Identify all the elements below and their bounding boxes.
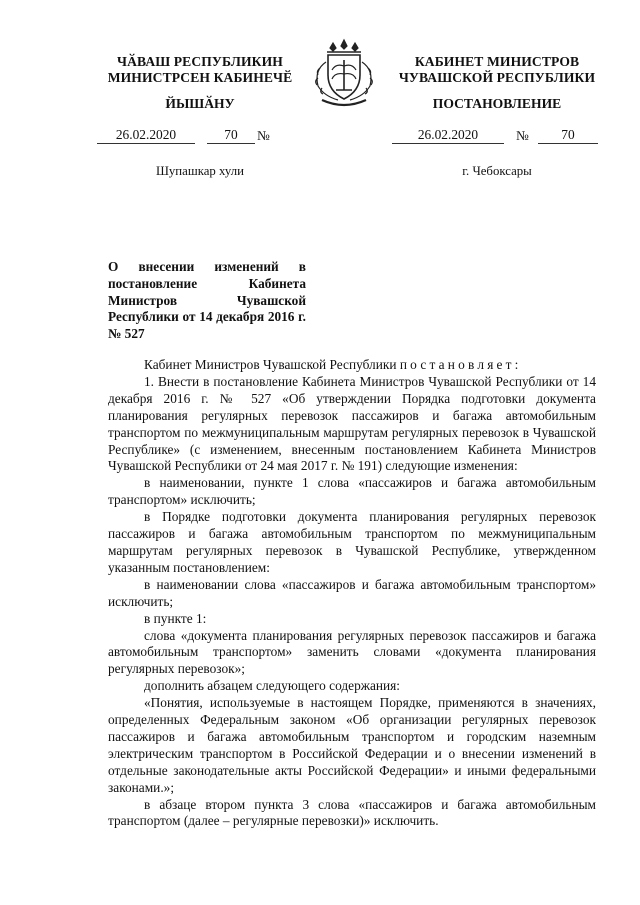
number-left: 70 <box>224 127 238 142</box>
intro-decree-word: постановляет: <box>399 357 522 372</box>
paragraph-8: «Понятия, используемые в настоящем Порядке, применяются в значениях, определенных Федеральным законом «Об организации регулярных перевозок пассажиров и багажа автомобильным транспортом и городским наземным электрическим транспортом в Российской Федерации и о внесении изменений в отдельные законодательные акты Российской Федерации» и иными федеральными законами.»; <box>108 695 596 795</box>
header-left-chuvash <box>95 54 305 86</box>
header-right-line1: КАБИНЕТ МИНИСТРОВ <box>414 54 580 69</box>
paragraph-7: дополнить абзацем следующего содержания: <box>144 678 401 694</box>
paragraph-2: в наименовании, пункте 1 слова «пассажиров и багажа автомобильным транспортом» исключить; <box>108 475 596 508</box>
date-field-left <box>97 129 195 144</box>
paragraph-3: в Порядке подготовки документа планирования регулярных перевозок пассажиров и багажа автомобильным транспортом по межмуниципальным маршрутам регулярных перевозок в Чувашской Республике, утвержденном указанным постановлением: <box>108 509 596 575</box>
paragraph-6: слова «документа планирования регулярных перевозок пассажиров и багажа автомобильным транспортом» заменить словами «документа планирования регулярных перевозок»; <box>108 627 596 677</box>
number-sign-right: № <box>516 128 529 143</box>
paragraph-1: 1. Внести в постановление Кабинета Министров Чувашской Республики от 14 декабря 2016 г. № 527 «Об утверждении Порядка подготовки документа планирования регулярных перевозок пассажиров и багажа автомобильным транспортом по межмуниципальным маршрутам регулярных перевозок в Чувашской Республике» (с изменением, внесенным постановлением Кабинета Министров Чувашской Республики от 24 мая 2017 г. № 191) следующие изменения: <box>108 373 596 474</box>
date-field-right <box>392 129 504 144</box>
intro-prefix: Кабинет Министров Чувашской Республики <box>144 357 400 372</box>
number-sign-left: № <box>257 128 270 143</box>
chuvash-coat-of-arms-icon <box>300 38 388 110</box>
header-left-line2: МИНИСТРСЕН КАБИНЕЧӖ <box>107 70 293 85</box>
number-field-right <box>538 129 598 144</box>
number-field-left <box>207 129 255 144</box>
doc-type-chuvash: ЙЫШӐНУ <box>165 96 235 111</box>
paragraph-4: в наименовании слова «пассажиров и багажа автомобильным транспортом» исключить; <box>108 576 596 609</box>
paragraph-5: в пункте 1: <box>144 610 207 626</box>
place-russian: г. Чебоксары <box>462 164 532 178</box>
intro-paragraph <box>108 357 596 374</box>
document-body <box>108 357 596 830</box>
header-left-line1: ЧӐВАШ РЕСПУБЛИКИН <box>117 54 283 69</box>
document-title: О внесении изменений в постановление Кабинета Министров Чувашской Республики от 14 декабря 2016 г. № 527 <box>108 259 306 342</box>
number-right: 70 <box>561 127 575 142</box>
date-left: 26.02.2020 <box>115 127 177 142</box>
paragraph-9: в абзаце втором пункта 3 слова «пассажиров и багажа автомобильным транспортом (далее – регулярные перевозки)» исключить. <box>108 796 596 829</box>
date-right: 26.02.2020 <box>417 127 479 142</box>
place-chuvash: Шупашкар хули <box>156 164 244 178</box>
doc-type-russian: ПОСТАНОВЛЕНИЕ <box>432 96 562 111</box>
header-right-line2: ЧУВАШСКОЙ РЕСПУБЛИКИ <box>398 70 596 85</box>
header-right-russian <box>392 54 602 86</box>
